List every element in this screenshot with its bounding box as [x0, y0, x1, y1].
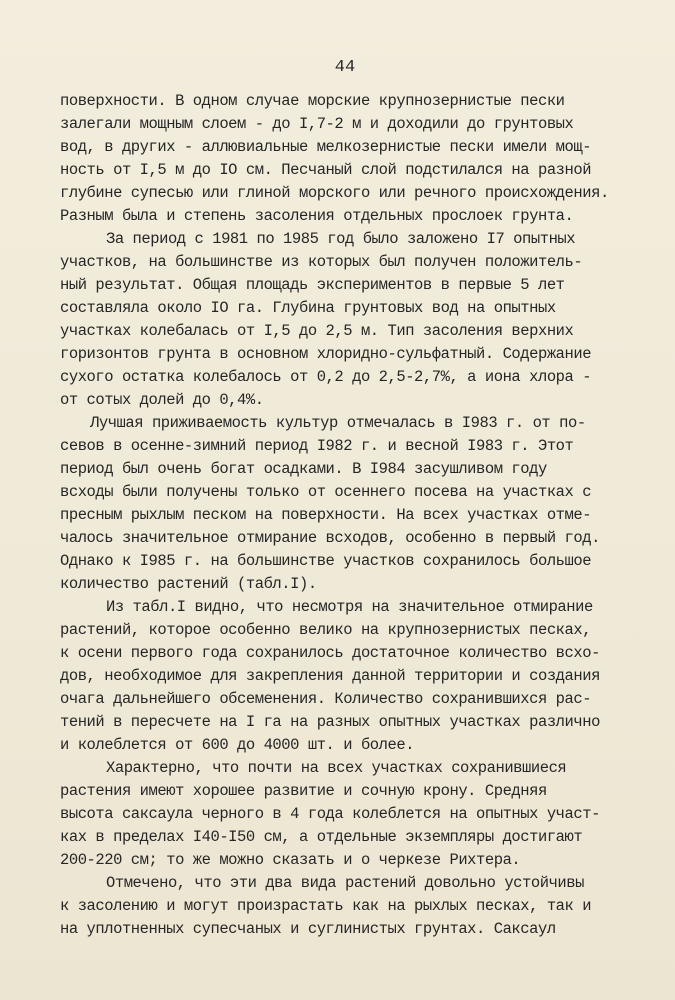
text-line: горизонтов грунта в основном хлоридно-сульфатный. Содержание: [60, 345, 592, 363]
text-line: Из табл.I видно, что несмотря на значительное отмирание: [106, 598, 593, 616]
text-line: ный результат. Общая площадь экспериментов в первые 5 лет: [60, 276, 565, 294]
text-line: участков, на большинстве из которых был получен положитель-: [60, 253, 583, 271]
text-line: растения имеют хорошее развитие и сочную крону. Средняя: [60, 782, 547, 800]
text-line: чалось значительное отмирание всходов, особенно в первый год.: [60, 529, 600, 547]
text-line: ках в пределах I40-I50 см, а отдельные экземпляры достигают: [60, 828, 583, 846]
text-line: 200-220 см; то же можно сказать и о черкезе Рихтера.: [60, 851, 521, 869]
page-number: 44: [334, 58, 356, 77]
text-line: Лучшая приживаемость культур отмечалась в I983 г. от по-: [90, 414, 586, 432]
text-line: к осени первого года сохранилось достаточное количество всхо-: [60, 644, 600, 662]
text-line: вод, в других - аллювиальные мелкозернистые пески имели мощ-: [60, 138, 592, 156]
text-line: период был очень богат осадками. В I984 засушливом году: [60, 460, 547, 478]
text-line: залегали мощным слоем - до I,7-2 м и доходили до грунтовых: [60, 115, 574, 133]
text-line: очага дальнейшего обсеменения. Количество сохранившихся рас-: [60, 690, 592, 708]
text-line: Разным была и степень засоления отдельных прослоек грунта.: [60, 207, 574, 225]
text-line: высота саксаула черного в 4 года колеблется на опытных участ-: [60, 805, 600, 823]
text-line: растений, которое особенно велико на крупнозернистых песках,: [60, 621, 592, 639]
text-line: ность от I,5 м до IO см. Песчаный слой подстилался на разной: [60, 161, 592, 179]
text-line: поверхности. В одном случае морские крупнозернистые пески: [60, 92, 565, 110]
text-line: Отмечено, что эти два вида растений довольно устойчивы: [106, 874, 584, 892]
text-line: севов в осенне-зимний период I982 г. и весной I983 г. Этот: [60, 437, 574, 455]
text-line: За период с 1981 по 1985 год было заложено I7 опытных: [106, 230, 576, 248]
text-line: пресным рыхлым песком на поверхности. На всех участках отме-: [60, 506, 592, 524]
text-line: дов, необходимое для закрепления данной территории и создания: [60, 667, 600, 685]
text-line: составляла около IO га. Глубина грунтовых вод на опытных: [60, 299, 556, 317]
text-line: тений в пересчете на I га на разных опытных участках различно: [60, 713, 600, 731]
text-line: к засолению и могут произрастать как на рыхлых песках, так и: [60, 897, 592, 915]
text-line: и колеблется от 600 до 4000 шт. и более.: [60, 736, 415, 754]
text-line: количество растений (табл.I).: [60, 575, 317, 593]
text-line: Характерно, что почти на всех участках сохранившиеся: [106, 759, 567, 777]
text-line: Однако к I985 г. на большинстве участков сохранилось большое: [60, 552, 592, 570]
text-line: на уплотненных супесчаных и суглинистых грунтах. Саксаул: [60, 920, 556, 938]
text-line: всходы были получены только от осеннего посева на участках с: [60, 483, 592, 501]
text-line: участках колебалась от I,5 до 2,5 м. Тип засоления верхних: [60, 322, 574, 340]
text-line: глубине супесью или глиной морского или речного происхождения.: [60, 184, 609, 202]
text-line: от сотых долей до 0,4%.: [60, 391, 264, 409]
text-line: сухого остатка колебалось от 0,2 до 2,5-2,7%, а иона хлора -: [60, 368, 592, 386]
